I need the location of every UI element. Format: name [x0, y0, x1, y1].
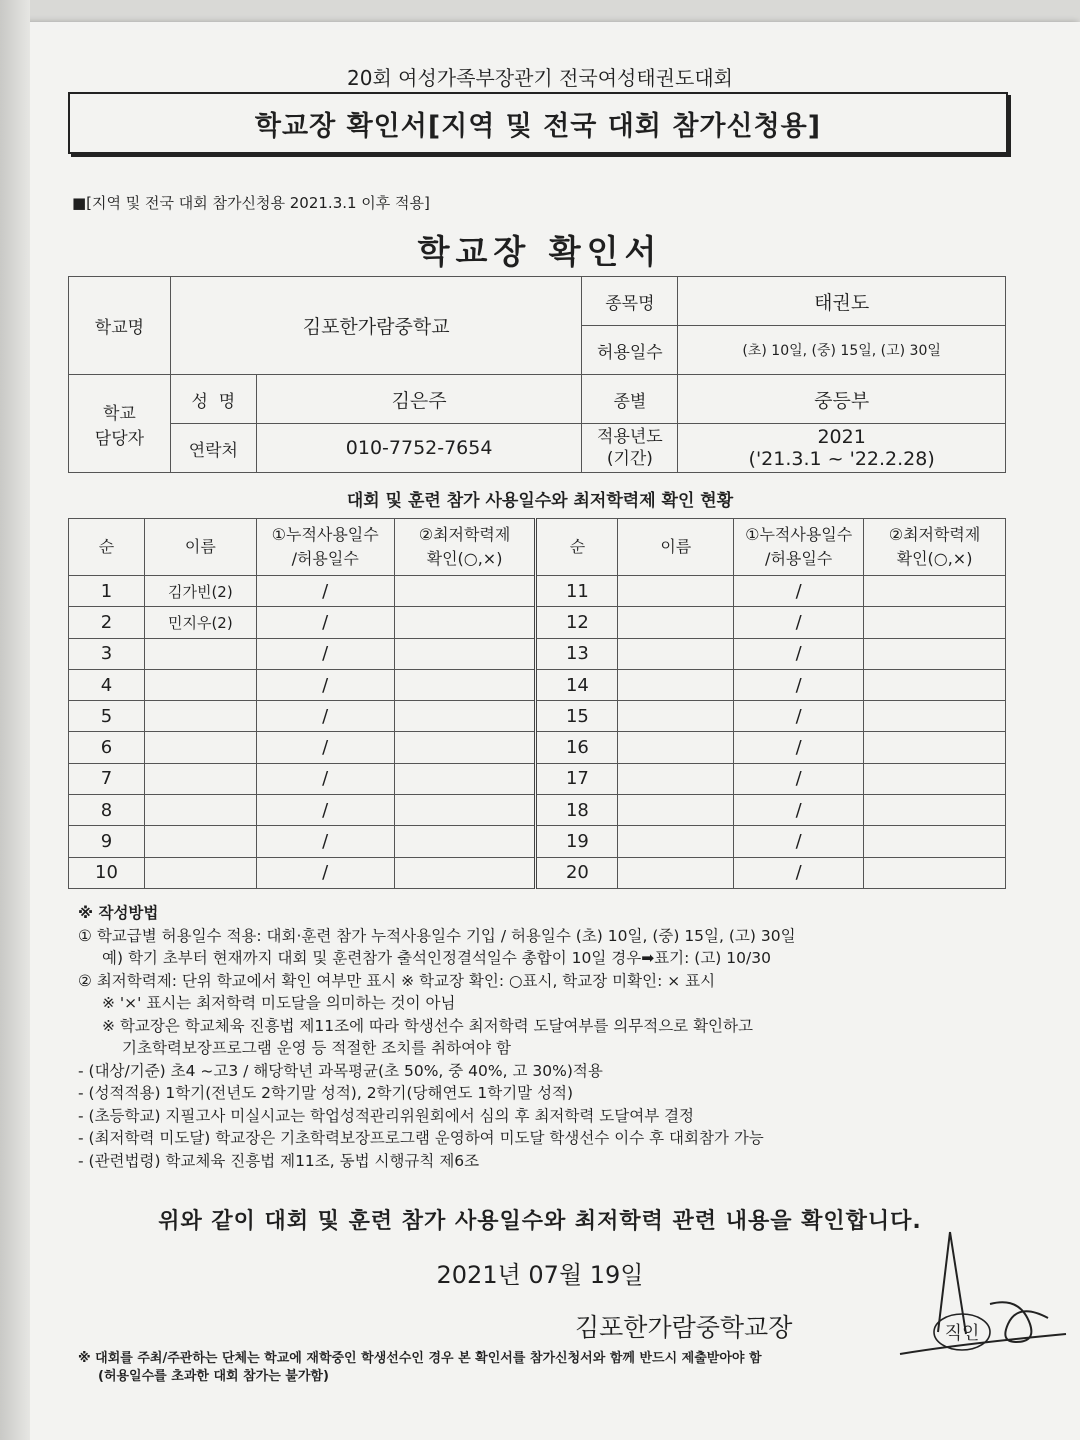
confirmation-statement: 위와 같이 대회 및 훈련 참가 사용일수와 최저학력 관련 내용을 확인합니다. [158, 1209, 922, 1234]
school-name-label: 학교명 [69, 277, 171, 375]
roster-used-days: / [734, 826, 864, 857]
col-number: 순 [69, 519, 145, 576]
roster-student-name [618, 795, 734, 826]
roster-used-days: / [734, 857, 864, 888]
roster-student-name [144, 669, 256, 700]
roster-used-days: / [256, 638, 394, 669]
roster-min-academic [864, 638, 1006, 669]
col-used-days: ①누적사용일수 /허용일수 [256, 519, 394, 576]
roster-min-academic [394, 826, 536, 857]
principal-signature [880, 1222, 1070, 1372]
col-number: 순 [536, 519, 618, 576]
roster-min-academic [864, 857, 1006, 888]
period-value: 2021 ('21.3.1 ~ '22.2.28) [678, 424, 1006, 473]
instruction-line: - (최저학력 미도달) 학교장은 기초학력보장프로그램 운영하여 미도달 학생선수 이수 후 대회참가 가능 [78, 1129, 764, 1147]
roster-used-days: / [256, 826, 394, 857]
roster-used-days: / [256, 763, 394, 794]
roster-min-academic [864, 826, 1006, 857]
sport-value: 태권도 [678, 277, 1006, 326]
footnote-line: ※ 대회를 주최/주관하는 단체는 학교에 재학중인 학생선수인 경우 본 확인서를 참가신청서와 함께 반드시 제출받아야 함 [78, 1351, 762, 1366]
roster-student-name [618, 638, 734, 669]
col-min-academic: ②최저학력제 확인(○,×) [864, 519, 1006, 576]
instruction-line: - (성적적용) 1학기(전년도 2학기말 성적), 2학기(당해연도 1학기말 성적) [78, 1084, 574, 1102]
roster-min-academic [394, 857, 536, 888]
sport-label: 종목명 [582, 277, 678, 326]
table-row [69, 857, 1006, 888]
roster-min-academic [394, 638, 536, 669]
issue-date: 2021년 07월 19일 [436, 1261, 644, 1289]
roster-number: 19 [536, 826, 618, 857]
roster-student-name [618, 576, 734, 607]
roster-student-name [144, 763, 256, 794]
phone-value: 010-7752-7654 [256, 424, 582, 473]
school-info-table [68, 276, 1006, 473]
roster-student-name [618, 607, 734, 638]
form-title-box: 학교장 확인서[지역 및 전국 대회 참가신청용] [68, 92, 1008, 154]
allowed-days-label: 허용일수 [582, 326, 678, 375]
roster-student-name [618, 763, 734, 794]
roster-used-days: / [256, 576, 394, 607]
roster-min-academic [864, 576, 1006, 607]
roster-student-name: 민지우(2) [144, 607, 256, 638]
apply-note: ■[지역 및 전국 대회 참가신청용 2021.3.1 이후 적용] [72, 194, 430, 212]
contact-person-label: 학교 담당자 [69, 375, 171, 473]
col-used-days: ①누적사용일수 /허용일수 [734, 519, 864, 576]
table-row [69, 732, 1006, 763]
roster-min-academic [864, 732, 1006, 763]
col-name: 이름 [618, 519, 734, 576]
roster-student-name [618, 732, 734, 763]
table-row [69, 638, 1006, 669]
roster-used-days: / [734, 669, 864, 700]
roster-number: 9 [69, 826, 145, 857]
student-roster-table [68, 518, 1006, 889]
table-row [69, 826, 1006, 857]
table-row [69, 669, 1006, 700]
instruction-line: ※ '×' 표시는 최저학력 미도달을 의미하는 것이 아님 [102, 994, 456, 1012]
instruction-line: - (대상/기준) 초4 ~고3 / 해당학년 과목평균(초 50%, 중 40%, 고 30%)적용 [78, 1061, 603, 1080]
instruction-line: - (초등학교) 지필고사 미실시교는 학업성적관리위원회에서 심의 후 최저학력 도달여부 결정 [78, 1106, 695, 1125]
roster-student-name [144, 857, 256, 888]
roster-student-name [144, 638, 256, 669]
roster-number: 1 [69, 576, 145, 607]
roster-student-name [618, 669, 734, 700]
school-name-value: 김포한가람중학교 [170, 277, 582, 375]
col-min-academic: ②최저학력제 확인(○,×) [394, 519, 536, 576]
category-label: 종별 [582, 375, 678, 424]
roster-used-days: / [256, 607, 394, 638]
table-row [69, 607, 1006, 638]
instruction-line: ② 최저학력제: 단위 학교에서 확인 여부만 표시 ※ 학교장 확인: ○표시, 학교장 미확인: × 표시 [78, 971, 716, 990]
roster-min-academic [394, 607, 536, 638]
instruction-line: 예) 학기 초부터 현재까지 대회 및 훈련참가 출석인정결석일수 총합이 10일 경우➡표기: (고) 10/30 [102, 949, 771, 967]
roster-student-name [144, 826, 256, 857]
event-title: 20회 여성가족부장관기 전국여성태권도대회 [347, 66, 733, 90]
roster-min-academic [864, 763, 1006, 794]
roster-number: 12 [536, 607, 618, 638]
roster-min-academic [394, 576, 536, 607]
table-row [69, 763, 1006, 794]
roster-used-days: / [256, 669, 394, 700]
roster-number: 4 [69, 669, 145, 700]
col-name: 이름 [144, 519, 256, 576]
instruction-line: ① 학교급별 허용일수 적용: 대회·훈련 참가 누적사용일수 기입 / 허용일수 (초) 10일, (중) 15일, (고) 30일 [78, 926, 796, 945]
allowed-days-value: (초) 10일, (중) 15일, (고) 30일 [678, 326, 1006, 375]
roster-used-days: / [734, 732, 864, 763]
roster-number: 8 [69, 795, 145, 826]
roster-student-name: 김가빈(2) [144, 576, 256, 607]
roster-number: 5 [69, 701, 145, 732]
roster-number: 10 [69, 857, 145, 888]
roster-used-days: / [734, 576, 864, 607]
table-row [69, 576, 1006, 607]
roster-min-academic [864, 795, 1006, 826]
roster-number: 13 [536, 638, 618, 669]
roster-min-academic [864, 607, 1006, 638]
roster-used-days: / [256, 732, 394, 763]
roster-min-academic [394, 763, 536, 794]
roster-used-days: / [734, 795, 864, 826]
roster-min-academic [394, 732, 536, 763]
roster-number: 15 [536, 701, 618, 732]
roster-min-academic [864, 701, 1006, 732]
footnote [78, 1350, 762, 1386]
roster-min-academic [864, 669, 1006, 700]
seal-text: 직인 [944, 1323, 980, 1344]
instruction-line: 기초학력보장프로그램 운영 등 적절한 조치를 취하여야 함 [122, 1039, 511, 1057]
roster-student-name [618, 857, 734, 888]
writing-instructions [78, 902, 1018, 1172]
person-name-value: 김은주 [256, 375, 582, 424]
roster-student-name [618, 701, 734, 732]
roster-used-days: / [734, 638, 864, 669]
roster-number: 14 [536, 669, 618, 700]
roster-number: 18 [536, 795, 618, 826]
roster-used-days: / [734, 763, 864, 794]
roster-student-name [144, 701, 256, 732]
roster-min-academic [394, 669, 536, 700]
person-name-label: 성 명 [170, 375, 256, 424]
roster-student-name [144, 732, 256, 763]
document-title: 학교장 확인서 [417, 232, 663, 271]
roster-number: 17 [536, 763, 618, 794]
roster-used-days: / [256, 701, 394, 732]
status-section-title: 대회 및 훈련 참가 사용일수와 최저학력제 확인 현황 [346, 491, 734, 511]
roster-used-days: / [734, 607, 864, 638]
roster-used-days: / [256, 795, 394, 826]
roster-used-days: / [734, 701, 864, 732]
roster-number: 11 [536, 576, 618, 607]
roster-student-name [618, 826, 734, 857]
roster-used-days: / [256, 857, 394, 888]
principal-title: 김포한가람중학교장 [575, 1313, 793, 1342]
roster-min-academic [394, 795, 536, 826]
roster-min-academic [394, 701, 536, 732]
roster-number: 6 [69, 732, 145, 763]
instruction-line: - (관련법령) 학교체육 진흥법 제11조, 동법 시행규칙 제6조 [78, 1151, 480, 1170]
phone-label: 연락처 [170, 424, 256, 473]
roster-number: 16 [536, 732, 618, 763]
instructions-title: ※ 작성방법 [78, 904, 159, 922]
roster-number: 7 [69, 763, 145, 794]
table-row [69, 795, 1006, 826]
period-label: 적용년도 (기간) [582, 424, 678, 473]
roster-number: 2 [69, 607, 145, 638]
instruction-line: ※ 학교장은 학교체육 진흥법 제11조에 따라 학생선수 최저학력 도달여부를 의무적으로 확인하고 [102, 1016, 753, 1035]
category-value: 중등부 [678, 375, 1006, 424]
table-row [69, 701, 1006, 732]
footnote-line: (허용일수를 초과한 대회 참가는 불가함) [98, 1369, 329, 1384]
roster-number: 20 [536, 857, 618, 888]
roster-number: 3 [69, 638, 145, 669]
roster-student-name [144, 795, 256, 826]
